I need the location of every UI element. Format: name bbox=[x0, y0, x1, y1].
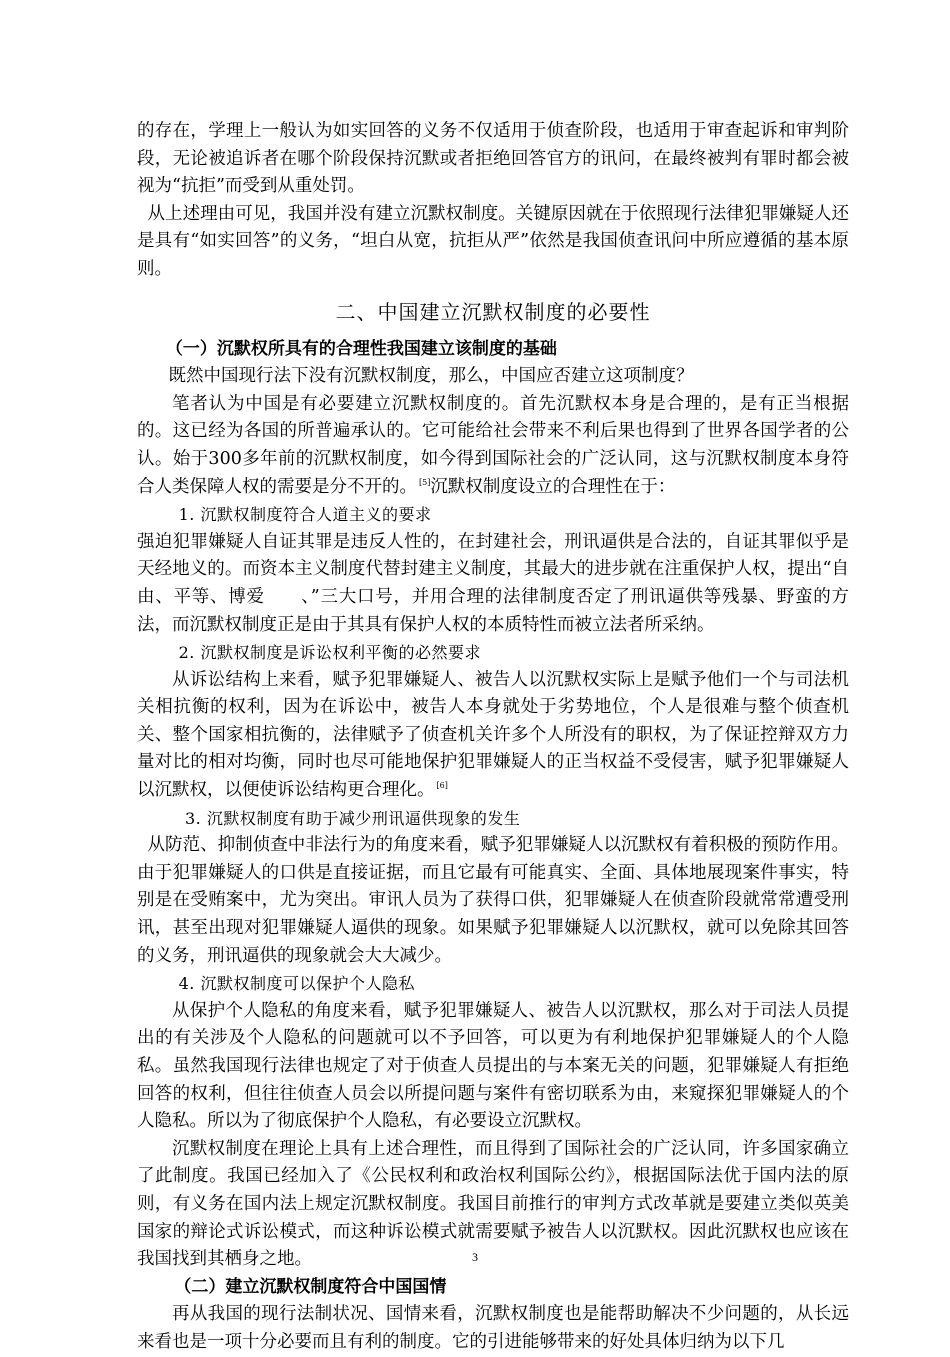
footnote-ref-6: [6] bbox=[436, 781, 448, 791]
paragraph-summary: 沉默权制度在理论上具有上述合理性，而且得到了国际社会的广泛认同，许多国家确立了此制度。我国已经加入了《公民权利和政治权利国际公约》，根据国际法优于国内法的原则，有义务在国内法上规定沉默权制度。我国目前推行的审判方式改革就是要建立类似英美国家的辩论式诉讼模式，而这种诉讼模式就需要赋予被告人以沉默权。因此沉默权也应该在我国找到其栖身之地。 bbox=[137, 1138, 849, 1270]
subsection-heading-1: （一）沉默权所具有的合理性我国建立该制度的基础 bbox=[165, 338, 557, 359]
subsection-heading-2: （二）建立沉默权制度符合中国国情 bbox=[174, 1276, 447, 1297]
page-number: 3 bbox=[472, 1250, 478, 1264]
item-2-heading: 2. 沉默权制度是诉讼权利平衡的必然要求 bbox=[178, 643, 481, 663]
item-2-text-wrap bbox=[137, 667, 849, 805]
paragraph-question: 既然中国现行法下没有沉默权制度，那么，中国应否建立这项制度？ bbox=[168, 366, 694, 387]
item-3-heading: 3. 沉默权制度有助于减少刑讯逼供现象的发生 bbox=[185, 808, 521, 828]
paragraph-conclusion: 从上述理由可见，我国并没有建立沉默权制度。关键原因就在于依照现行法律犯罪嫌疑人还是具有“如实回答”的义务，“坦白从宽，抗拒从严”依然是我国侦查讯问中所应遵循的基本原则。 bbox=[137, 203, 849, 279]
section-heading-2: 二、中国建立沉默权制度的必要性 bbox=[335, 299, 651, 324]
item-2-text: 从诉讼结构上来看，赋予犯罪嫌疑人、被告人以沉默权实际上是赋予他们一个与司法机关相抗衡的权利，因为在诉讼中，被告人本身就处于劣势地位，个人是很难与整个侦查机关、整个国家相抗衡的，法律赋予了侦查机关许多个人所没有的职权，为了保证控辩双方力量对比的相对均衡，同时也尽可能地保护犯罪嫌疑人的正当权益不受侵害，赋予犯罪嫌疑人以沉默权，以便使诉讼结构更合理化。 bbox=[137, 669, 849, 801]
item-4-heading: 4. 沉默权制度可以保护个人隐私 bbox=[178, 974, 415, 994]
item-3-text: 从防范、抑制侦查中非法行为的角度来看，赋予犯罪嫌疑人以沉默权有着积极的预防作用。由于犯罪嫌疑人的口供是直接证据，而且它最有可能真实、全面、具体地展现案件事实，特别是在受贿案中，尤为突出。审讯人员为了获得口供，犯罪嫌疑人在侦查阶段就常常遭受刑讯，甚至出现对犯罪嫌疑人逼供的现象。如果赋予犯罪嫌疑人以沉默权，就可以免除其回答的义务，刑讯逼供的现象就会大大减少。 bbox=[137, 835, 849, 966]
paragraph-last: 再从我国的现行法制状况、国情来看，沉默权制度也是能帮助解决不少问题的，从长远来看也是一项十分必要而且有利的制度。它的引进能够带来的好处具体归纳为以下几 bbox=[137, 1304, 849, 1352]
page-body bbox=[137, 118, 849, 1357]
item-1-heading: 1. 沉默权制度符合人道主义的要求 bbox=[178, 505, 432, 525]
footnote-ref-5: [5] bbox=[419, 477, 431, 487]
author-view-tail: 沉默权制度设立的合理性在于： bbox=[430, 476, 676, 497]
paragraph-continuation: 的存在，学理上一般认为如实回答的义务不仅适用于侦查阶段，也适用于审查起诉和审判阶段，无论被追诉者在哪个阶段保持沉默或者拒绝回答官方的讯问，在最终被判有罪时都会被视为“抗拒”而受到从重处罚。 bbox=[137, 121, 849, 197]
author-view-text: 笔者认为中国是有必要建立沉默权制度的。首先沉默权本身是合理的，是有正当根据的。这已经为各国的所普遍承认的。它可能给社会带来不利后果也得到了世界各国学者的公认。始于300多年前的沉默权制度，如今得到国际社会的广泛认同，这与沉默权制度本身符合人类保障人权的需要是分不开的。 bbox=[137, 393, 849, 497]
paragraph-author-view bbox=[137, 391, 849, 501]
item-4-text: 从保护个人隐私的角度来看，赋予犯罪嫌疑人、被告人以沉默权，那么对于司法人员提出的有关涉及个人隐私的问题就可以不予回答，可以更为有利地保护犯罪嫌疑人的个人隐私。虽然我国现行法律也规定了对于侦查人员提出的与本案无关的问题，犯罪嫌疑人有拒绝回答的权利，但往往侦查人员会以所提问题与案件有密切联系为由，来窥探犯罪嫌疑人的个人隐私。所以为了彻底保护个人隐私，有必要设立沉默权。 bbox=[137, 1000, 849, 1132]
item-1-text: 强迫犯罪嫌疑人自证其罪是违反人性的，在封建社会，刑讯逼供是合法的，自证其罪似乎是天经地义的。而资本主义制度代替封建主义制度，其最大的进步就在注重保护人权，提出“自由、平等、博爱 、”三大口号，并用合理的法律制度否定了刑讯逼供等残暴、野蛮的方法，而沉默权制度正是由于其具有保护人权的本质特性而被立法者所采纳。 bbox=[137, 531, 849, 635]
